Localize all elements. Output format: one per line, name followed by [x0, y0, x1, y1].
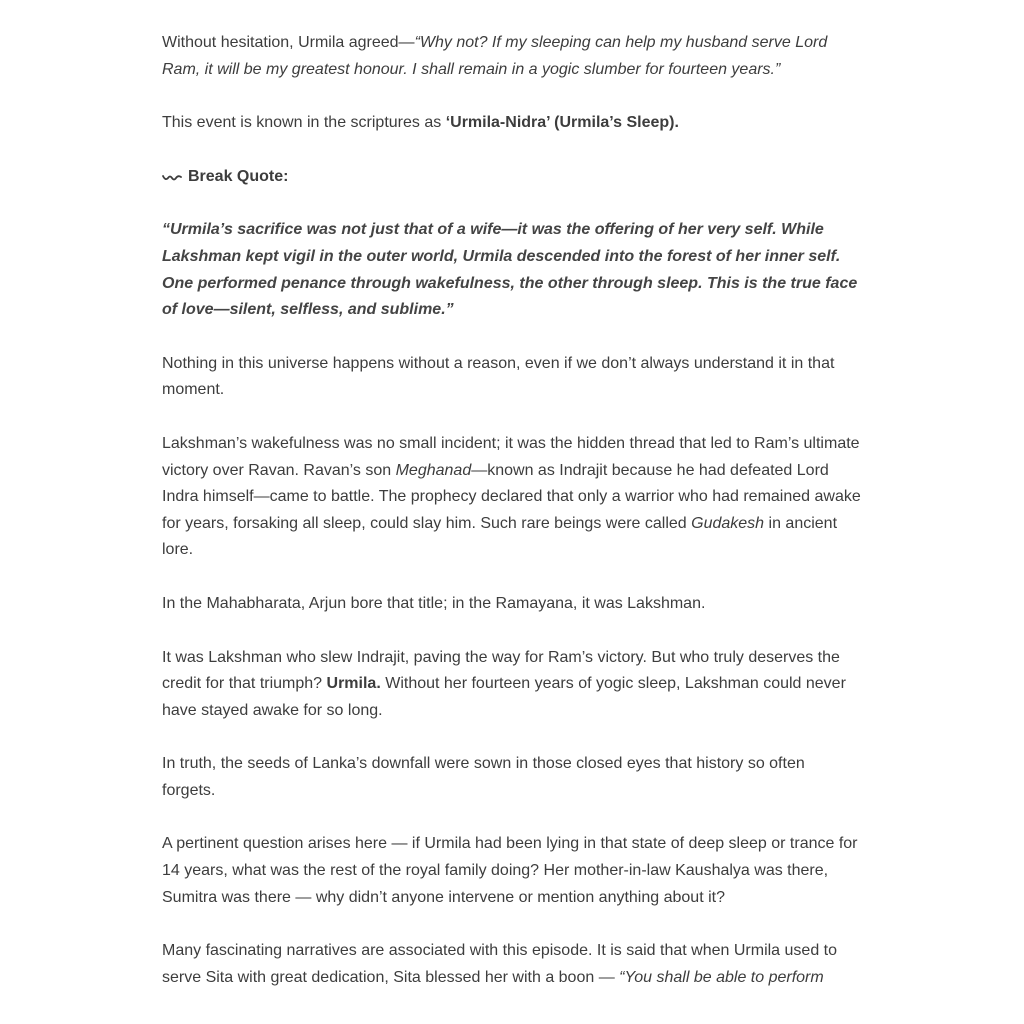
paragraph-indrajit	[162, 645, 862, 725]
paragraph-lead: Without hesitation, Urmila agreed—	[162, 34, 415, 51]
urmila-nidra-term: ‘Urmila-Nidra’ (Urmila’s Sleep).	[445, 114, 679, 132]
paragraph-lakshman-wakefulness	[162, 431, 862, 564]
pull-quote: “Urmila’s sacrifice was not just that of a wife—it was the offering of her very self. While Lakshman kept vigil in the outer world, Urmila descended into the forest of her inner self. One performed penance through wakefulness, the other through sleep. This is the true face of love—silent, selfless, and sublime.”	[162, 221, 858, 319]
paragraph-lanka-downfall: In truth, the seeds of Lanka’s downfall were sown in those closed eyes that history so often forgets.	[162, 755, 805, 799]
text-segment: Without her fourteen years of yogic sleep, Lakshman could never have stayed awake for so long.	[162, 675, 846, 719]
paragraph-urmila-nidra	[162, 110, 862, 137]
break-quote-label: Break Quote:	[188, 167, 289, 185]
paragraph-universe: Nothing in this universe happens without a reason, even if we don’t always understand it in that moment.	[162, 354, 835, 399]
text-segment: in ancient lore.	[162, 514, 838, 559]
text-segment: Lakshman’s wakefulness was no small incident; it was the hidden thread that led to Ram’s ultimate victory over Ravan. Ravan’s son	[162, 434, 860, 479]
text-segment: It was Lakshman who slew Indrajit, paving the way for Ram’s victory. But who truly deserves the credit for that triumph?	[162, 648, 840, 693]
paragraph-mahabharata: In the Mahabharata, Arjun bore that title; in the Ramayana, it was Lakshman.	[162, 594, 706, 612]
urmila-quote: “Why not? If my sleeping can help my husband serve Lord Ram, it will be my greatest honour. I shall remain in a yogic slumber for fourteen years.”	[162, 34, 828, 78]
sita-quote: “You shall be able to perform	[619, 968, 824, 986]
squiggle-icon	[162, 173, 182, 183]
meghanad-term: Meghanad	[395, 461, 472, 479]
text-segment: —known as Indrajit because he had defeated Lord Indra himself—came to battle. The prophecy declared that only a warrior who had remained awake for years, forsaking all sleep, could slay him. Such rare beings were called	[162, 461, 861, 532]
gudakesh-term: Gudakesh	[691, 514, 765, 532]
text-segment: Many fascinating narratives are associated with this episode. It is said that when Urmila used to serve Sita with great dedication, Sita blessed her with a boon —	[162, 942, 837, 986]
paragraph-narratives	[162, 938, 862, 991]
article-body	[162, 30, 862, 1018]
paragraph-lead: This event is known in the scriptures as	[162, 114, 446, 132]
paragraph-urmila-agreed	[162, 30, 862, 83]
paragraph-question: A pertinent question arises here — if Urmila had been lying in that state of deep sleep or trance for 14 years, what was the rest of the royal family doing? Her mother-in-law Kaushalya was there, Sumitra was there — why didn’t anyone intervene or mention anything about it?	[162, 835, 858, 906]
urmila-emphasis: Urmila.	[326, 675, 381, 693]
break-quote-heading	[162, 164, 862, 191]
